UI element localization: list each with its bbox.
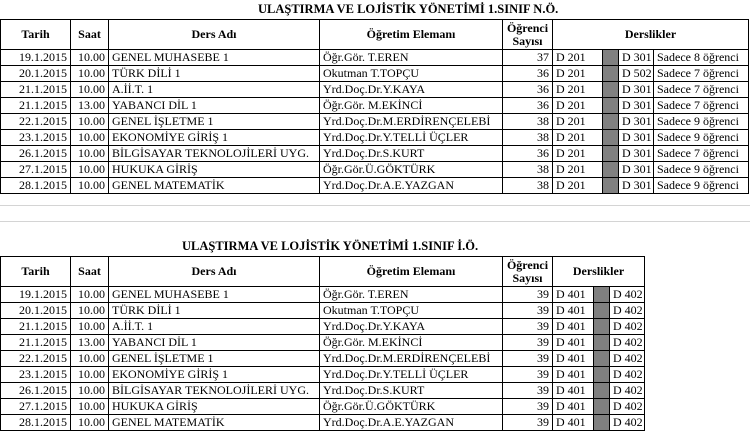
header-date: Tarih xyxy=(1,20,71,50)
table-row xyxy=(1,114,749,130)
table-row xyxy=(1,82,749,98)
empty-row-divider xyxy=(0,205,750,206)
instructor-cell: Öğr.Gör.Ü.GÖKTÜRK xyxy=(320,399,503,415)
table-row xyxy=(1,335,645,351)
room-primary-cell: D 401 xyxy=(553,303,594,319)
note-cell: Sadece 7 öğrenci xyxy=(654,146,749,162)
student-count-cell: 36 xyxy=(503,146,553,162)
student-count-cell: 39 xyxy=(503,351,553,367)
header-time: Saat xyxy=(71,257,109,287)
time-cell: 10.00 xyxy=(71,66,109,82)
room-secondary-cell: D 502 xyxy=(619,66,654,82)
student-count-cell: 39 xyxy=(503,367,553,383)
room-primary-cell: D 401 xyxy=(553,367,594,383)
instructor-cell: Okutman T.TOPÇU xyxy=(320,303,503,319)
room-separator-cell xyxy=(603,178,619,194)
table-row xyxy=(1,351,645,367)
room-separator-cell xyxy=(603,114,619,130)
instructor-cell: Yrd.Doç.Dr.S.KURT xyxy=(320,383,503,399)
note-cell: Sadece 7 öğrenci xyxy=(654,66,749,82)
student-count-cell: 38 xyxy=(503,114,553,130)
room-primary-cell: D 201 xyxy=(553,82,603,98)
room-separator-cell xyxy=(594,287,610,303)
time-cell: 10.00 xyxy=(71,287,109,303)
table-header-row xyxy=(1,20,749,50)
table-row xyxy=(1,98,749,114)
student-count-cell: 39 xyxy=(503,303,553,319)
course-cell: GENEL İŞLETME 1 xyxy=(109,351,320,367)
note-cell: Sadece 9 öğrenci xyxy=(654,178,749,194)
student-count-cell: 38 xyxy=(503,178,553,194)
instructor-cell: Öğr.Gör. M.EKİNCİ xyxy=(320,335,503,351)
course-cell: BİLGİSAYAR TEKNOLOJİLERİ UYG. xyxy=(109,146,320,162)
table-row xyxy=(1,287,645,303)
student-count-cell: 39 xyxy=(503,383,553,399)
instructor-cell: Yrd.Doç.Dr.Y.KAYA xyxy=(320,82,503,98)
course-cell: EKONOMİYE GİRİŞ 1 xyxy=(109,367,320,383)
student-count-cell: 36 xyxy=(503,82,553,98)
time-cell: 10.00 xyxy=(71,162,109,178)
date-cell: 23.1.2015 xyxy=(1,130,71,146)
time-cell: 10.00 xyxy=(71,146,109,162)
room-secondary-cell: D 301 xyxy=(619,146,654,162)
room-separator-cell xyxy=(603,146,619,162)
instructor-cell: Öğr.Gör. T.EREN xyxy=(320,287,503,303)
date-cell: 26.1.2015 xyxy=(1,383,71,399)
header-count: Öğrenci Sayısı xyxy=(503,257,553,287)
instructor-cell: Okutman T.TOPÇU xyxy=(320,66,503,82)
date-cell: 21.1.2015 xyxy=(1,335,71,351)
student-count-cell: 39 xyxy=(503,415,553,431)
room-primary-cell: D 401 xyxy=(553,399,594,415)
student-count-cell: 38 xyxy=(503,162,553,178)
date-cell: 21.1.2015 xyxy=(1,82,71,98)
note-cell: Sadece 9 öğrenci xyxy=(654,114,749,130)
room-primary-cell: D 201 xyxy=(553,50,603,66)
room-separator-cell xyxy=(603,50,619,66)
header-instructor: Öğretim Elemanı xyxy=(320,20,503,50)
header-rooms: Derslikler xyxy=(553,20,749,50)
schedule-table-evening xyxy=(0,256,645,431)
header-instructor: Öğretim Elemanı xyxy=(320,257,503,287)
time-cell: 10.00 xyxy=(71,82,109,98)
time-cell: 10.00 xyxy=(71,130,109,146)
student-count-cell: 37 xyxy=(503,50,553,66)
date-cell: 28.1.2015 xyxy=(1,178,71,194)
instructor-cell: Yrd.Doç.Dr.A.E.YAZGAN xyxy=(320,415,503,431)
instructor-cell: Yrd.Doç.Dr.M.ERDİRENÇELEBİ xyxy=(320,114,503,130)
course-cell: HUKUKA GİRİŞ xyxy=(109,162,320,178)
note-cell: Sadece 7 öğrenci xyxy=(654,82,749,98)
table-row xyxy=(1,66,749,82)
date-cell: 22.1.2015 xyxy=(1,114,71,130)
time-cell: 10.00 xyxy=(71,114,109,130)
time-cell: 10.00 xyxy=(71,303,109,319)
room-secondary-cell: D 301 xyxy=(619,162,654,178)
date-cell: 23.1.2015 xyxy=(1,367,71,383)
student-count-cell: 39 xyxy=(503,319,553,335)
time-cell: 13.00 xyxy=(71,98,109,114)
room-separator-cell xyxy=(603,82,619,98)
instructor-cell: Yrd.Doç.Dr.S.KURT xyxy=(320,146,503,162)
room-secondary-cell: D 301 xyxy=(619,50,654,66)
course-cell: TÜRK DİLİ 1 xyxy=(109,66,320,82)
student-count-cell: 36 xyxy=(503,98,553,114)
table-row xyxy=(1,383,645,399)
time-cell: 10.00 xyxy=(71,383,109,399)
header-course: Ders Adı xyxy=(109,257,320,287)
room-primary-cell: D 401 xyxy=(553,335,594,351)
instructor-cell: Öğr.Gör. T.EREN xyxy=(320,50,503,66)
course-cell: BİLGİSAYAR TEKNOLOJİLERİ UYG. xyxy=(109,383,320,399)
table-header-row xyxy=(1,257,645,287)
course-cell: GENEL MATEMATİK xyxy=(109,415,320,431)
room-secondary-cell: D 301 xyxy=(619,114,654,130)
header-course: Ders Adı xyxy=(109,20,320,50)
course-cell: GENEL MATEMATİK xyxy=(109,178,320,194)
room-separator-cell xyxy=(603,66,619,82)
section-title-day: ULAŞTIRMA VE LOJİSTİK YÖNETİMİ 1.SINIF N.Ö. xyxy=(258,2,559,16)
room-primary-cell: D 201 xyxy=(553,114,603,130)
instructor-cell: Yrd.Doç.Dr.M.ERDİRENÇELEBİ xyxy=(320,351,503,367)
time-cell: 10.00 xyxy=(71,399,109,415)
course-cell: A.İİ.T. 1 xyxy=(109,319,320,335)
room-separator-cell xyxy=(594,335,610,351)
course-cell: YABANCI DİL 1 xyxy=(109,98,320,114)
date-cell: 21.1.2015 xyxy=(1,319,71,335)
header-count: Öğrenci Sayısı xyxy=(503,20,553,50)
date-cell: 21.1.2015 xyxy=(1,98,71,114)
table-row xyxy=(1,319,645,335)
time-cell: 10.00 xyxy=(71,50,109,66)
date-cell: 27.1.2015 xyxy=(1,399,71,415)
date-cell: 27.1.2015 xyxy=(1,162,71,178)
room-primary-cell: D 201 xyxy=(553,146,603,162)
student-count-cell: 39 xyxy=(503,287,553,303)
room-primary-cell: D 401 xyxy=(553,319,594,335)
note-cell: Sadece 9 öğrenci xyxy=(654,130,749,146)
room-secondary-cell: D 402 xyxy=(610,287,645,303)
room-primary-cell: D 401 xyxy=(553,351,594,367)
room-separator-cell xyxy=(603,130,619,146)
instructor-cell: Yrd.Doç.Dr.A.E.YAZGAN xyxy=(320,178,503,194)
table-row xyxy=(1,399,645,415)
room-secondary-cell: D 402 xyxy=(610,383,645,399)
course-cell: A.İİ.T. 1 xyxy=(109,82,320,98)
time-cell: 10.00 xyxy=(71,351,109,367)
date-cell: 28.1.2015 xyxy=(1,415,71,431)
room-primary-cell: D 201 xyxy=(553,130,603,146)
course-cell: YABANCI DİL 1 xyxy=(109,335,320,351)
note-cell: Sadece 7 öğrenci xyxy=(654,98,749,114)
room-secondary-cell: D 301 xyxy=(619,82,654,98)
table-row xyxy=(1,130,749,146)
room-primary-cell: D 201 xyxy=(553,66,603,82)
room-secondary-cell: D 402 xyxy=(610,303,645,319)
time-cell: 10.00 xyxy=(71,178,109,194)
course-cell: TÜRK DİLİ 1 xyxy=(109,303,320,319)
table-row xyxy=(1,178,749,194)
room-secondary-cell: D 402 xyxy=(610,335,645,351)
room-separator-cell xyxy=(594,351,610,367)
header-rooms: Derslikler xyxy=(553,257,645,287)
date-cell: 19.1.2015 xyxy=(1,287,71,303)
date-cell: 20.1.2015 xyxy=(1,303,71,319)
course-cell: GENEL MUHASEBE 1 xyxy=(109,50,320,66)
room-primary-cell: D 201 xyxy=(553,178,603,194)
room-secondary-cell: D 402 xyxy=(610,367,645,383)
room-secondary-cell: D 402 xyxy=(610,351,645,367)
instructor-cell: Yrd.Doç.Dr.Y.TELLİ ÜÇLER xyxy=(320,130,503,146)
student-count-cell: 39 xyxy=(503,399,553,415)
room-primary-cell: D 401 xyxy=(553,383,594,399)
room-secondary-cell: D 402 xyxy=(610,399,645,415)
table-row xyxy=(1,50,749,66)
header-time: Saat xyxy=(71,20,109,50)
room-primary-cell: D 201 xyxy=(553,162,603,178)
instructor-cell: Öğr.Gör. M.EKİNCİ xyxy=(320,98,503,114)
section-title-evening: ULAŞTIRMA VE LOJİSTİK YÖNETİMİ 1.SINIF İ.Ö. xyxy=(182,239,479,253)
course-cell: GENEL İŞLETME 1 xyxy=(109,114,320,130)
instructor-cell: Öğr.Gör.Ü.GÖKTÜRK xyxy=(320,162,503,178)
time-cell: 10.00 xyxy=(71,367,109,383)
note-cell: Sadece 9 öğrenci xyxy=(654,162,749,178)
table-row xyxy=(1,415,645,431)
room-primary-cell: D 401 xyxy=(553,287,594,303)
room-secondary-cell: D 301 xyxy=(619,130,654,146)
room-secondary-cell: D 402 xyxy=(610,319,645,335)
instructor-cell: Yrd.Doç.Dr.Y.TELLİ ÜÇLER xyxy=(320,367,503,383)
table-row xyxy=(1,162,749,178)
room-separator-cell xyxy=(594,303,610,319)
room-separator-cell xyxy=(594,415,610,431)
room-secondary-cell: D 301 xyxy=(619,178,654,194)
room-secondary-cell: D 301 xyxy=(619,98,654,114)
date-cell: 26.1.2015 xyxy=(1,146,71,162)
table-row xyxy=(1,367,645,383)
room-separator-cell xyxy=(603,98,619,114)
table-row xyxy=(1,146,749,162)
schedule-table-day xyxy=(0,19,749,194)
room-primary-cell: D 401 xyxy=(553,415,594,431)
room-separator-cell xyxy=(594,399,610,415)
time-cell: 13.00 xyxy=(71,335,109,351)
date-cell: 20.1.2015 xyxy=(1,66,71,82)
student-count-cell: 38 xyxy=(503,130,553,146)
date-cell: 22.1.2015 xyxy=(1,351,71,367)
course-cell: HUKUKA GİRİŞ xyxy=(109,399,320,415)
table-row xyxy=(1,303,645,319)
room-separator-cell xyxy=(594,383,610,399)
student-count-cell: 36 xyxy=(503,66,553,82)
date-cell: 19.1.2015 xyxy=(1,50,71,66)
student-count-cell: 39 xyxy=(503,335,553,351)
course-cell: EKONOMİYE GİRİŞ 1 xyxy=(109,130,320,146)
header-date: Tarih xyxy=(1,257,71,287)
course-cell: GENEL MUHASEBE 1 xyxy=(109,287,320,303)
time-cell: 10.00 xyxy=(71,319,109,335)
instructor-cell: Yrd.Doç.Dr.Y.KAYA xyxy=(320,319,503,335)
room-separator-cell xyxy=(594,319,610,335)
room-separator-cell xyxy=(594,367,610,383)
note-cell: Sadece 8 öğrenci xyxy=(654,50,749,66)
room-primary-cell: D 201 xyxy=(553,98,603,114)
time-cell: 10.00 xyxy=(71,415,109,431)
room-separator-cell xyxy=(603,162,619,178)
empty-row-divider xyxy=(0,221,750,222)
room-secondary-cell: D 402 xyxy=(610,415,645,431)
